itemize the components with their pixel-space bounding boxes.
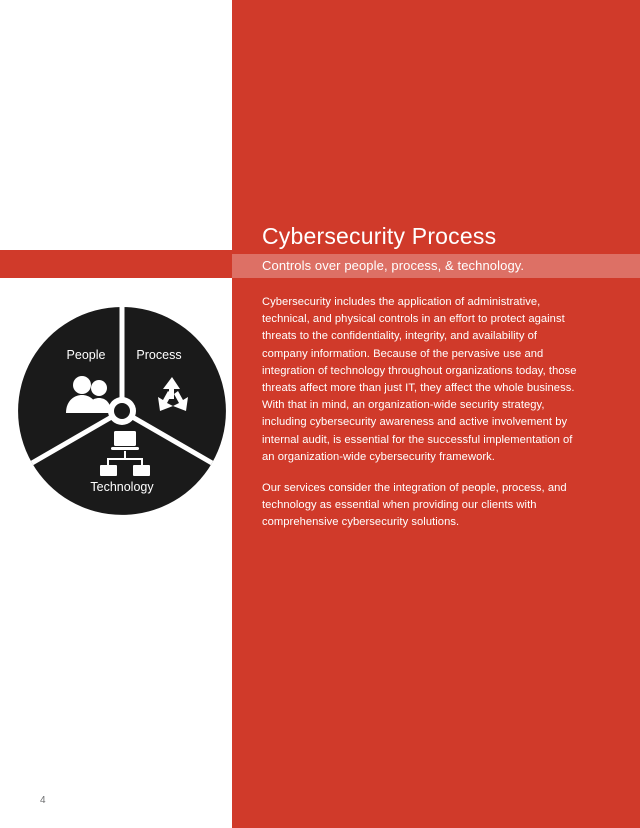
body-paragraph-2: Our services consider the integration of people, process, and technology as essential when providing our clients with comprehensive cybersecurity solutions.: [262, 482, 567, 529]
body-paragraph-1: Cybersecurity includes the application of administrative, technical, and physical controls in an effort to protect against threats to the confidentiality, integrity, and availability of company information. Because of the pervasive use and integration of technology throughout organizations today, those threats affect more than just IT, they affect the whole business. With that in mind, an organization-wide security strategy, including cybersecurity awareness and active involvement by internal audit, is essential for the successful implementation of an organization-wide cybersecurity framework.: [262, 296, 577, 463]
page-number: 4: [40, 795, 46, 806]
left-red-accent-bar: [0, 250, 232, 278]
page-subtitle: Controls over people, process, & technology.: [262, 258, 525, 273]
wedge-label-process: Process: [136, 348, 182, 362]
wedge-label-people: People: [66, 348, 106, 362]
diagram-center-dot: [114, 403, 130, 419]
wedge-label-technology: Technology: [90, 480, 154, 494]
people-process-technology-diagram: [16, 305, 228, 517]
page-title: Cybersecurity Process: [262, 223, 497, 249]
body-copy: [262, 294, 578, 532]
